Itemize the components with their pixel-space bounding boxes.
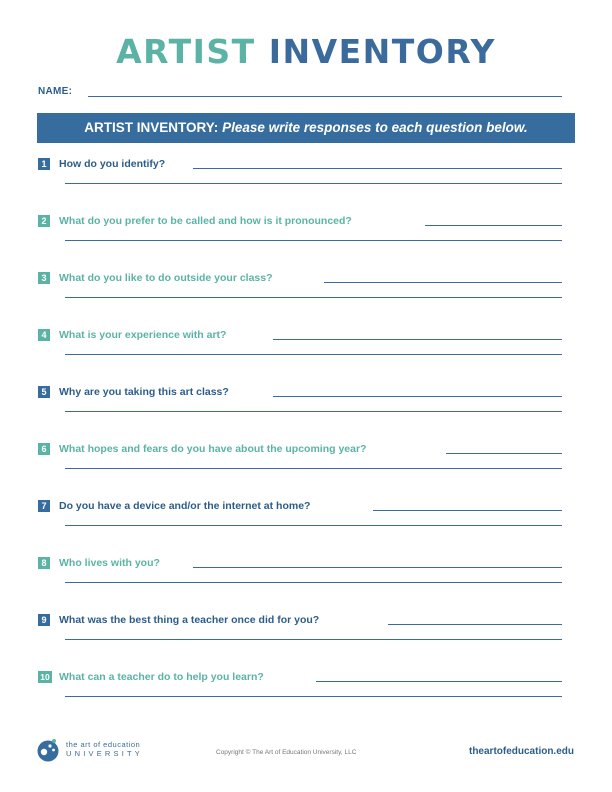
page-title <box>0 32 612 72</box>
question-number: 5 <box>38 386 50 398</box>
instruction-banner <box>37 113 575 143</box>
question-number: 9 <box>38 614 50 626</box>
answer-line[interactable] <box>65 183 562 184</box>
answer-line[interactable] <box>65 297 562 298</box>
website-link[interactable]: theartofeducation.edu <box>468 746 574 757</box>
answer-line[interactable] <box>373 510 562 511</box>
question-number: 1 <box>38 158 50 170</box>
answer-line[interactable] <box>193 567 562 568</box>
answer-line[interactable] <box>65 639 562 640</box>
question-text: What was the best thing a teacher once did for you? <box>59 614 320 626</box>
question-text: What do you like to do outside your class? <box>59 272 273 284</box>
title-inventory: INVENTORY <box>268 32 496 71</box>
name-answer-line[interactable] <box>88 96 562 97</box>
answer-line[interactable] <box>65 525 562 526</box>
question-3 <box>38 272 562 308</box>
banner-instruction: Please write responses to each question below. <box>222 120 528 135</box>
brand-line1: the art of education <box>66 740 141 749</box>
question-text: How do you identify? <box>59 158 166 170</box>
question-text: What hopes and fears do you have about the upcoming year? <box>59 443 367 455</box>
question-text: What do you prefer to be called and how is it pronounced? <box>59 215 352 227</box>
answer-line[interactable] <box>65 468 562 469</box>
footer <box>0 736 612 770</box>
question-number: 2 <box>38 215 50 227</box>
question-text: Who lives with you? <box>59 557 160 569</box>
question-1 <box>38 158 562 194</box>
question-10 <box>38 671 562 707</box>
question-number: 7 <box>38 500 50 512</box>
copyright-text: Copyright © The Art of Education University, LLC <box>216 749 357 756</box>
answer-line[interactable] <box>425 225 562 226</box>
answer-line[interactable] <box>273 396 562 397</box>
question-number: 6 <box>38 443 50 455</box>
question-text: What is your experience with art? <box>59 329 227 341</box>
question-8 <box>38 557 562 593</box>
answer-line[interactable] <box>273 339 562 340</box>
question-7 <box>38 500 562 536</box>
answer-line[interactable] <box>324 282 562 283</box>
answer-line[interactable] <box>193 168 562 169</box>
name-label: NAME: <box>38 86 73 97</box>
answer-line[interactable] <box>65 582 562 583</box>
question-text: Why are you taking this art class? <box>59 386 229 398</box>
question-text: Do you have a device and/or the internet at home? <box>59 500 311 512</box>
answer-line[interactable] <box>65 240 562 241</box>
answer-line[interactable] <box>65 696 562 697</box>
question-6 <box>38 443 562 479</box>
question-number: 8 <box>38 557 50 569</box>
answer-line[interactable] <box>316 681 562 682</box>
brand-line2: UNIVERSITY <box>66 749 144 758</box>
paint-palette-icon <box>36 738 60 762</box>
question-2 <box>38 215 562 251</box>
brand-name <box>66 740 143 758</box>
answer-line[interactable] <box>65 411 562 412</box>
title-artist: ARTIST <box>116 32 256 71</box>
question-number: 4 <box>38 329 50 341</box>
question-5 <box>38 386 562 422</box>
question-number: 3 <box>38 272 50 284</box>
question-text: What can a teacher do to help you learn? <box>59 671 264 683</box>
question-9 <box>38 614 562 650</box>
question-4 <box>38 329 562 365</box>
answer-line[interactable] <box>388 624 562 625</box>
answer-line[interactable] <box>446 453 562 454</box>
name-row <box>38 86 562 102</box>
answer-line[interactable] <box>65 354 562 355</box>
question-number: 10 <box>38 671 52 683</box>
banner-heading: ARTIST INVENTORY: <box>84 120 219 135</box>
